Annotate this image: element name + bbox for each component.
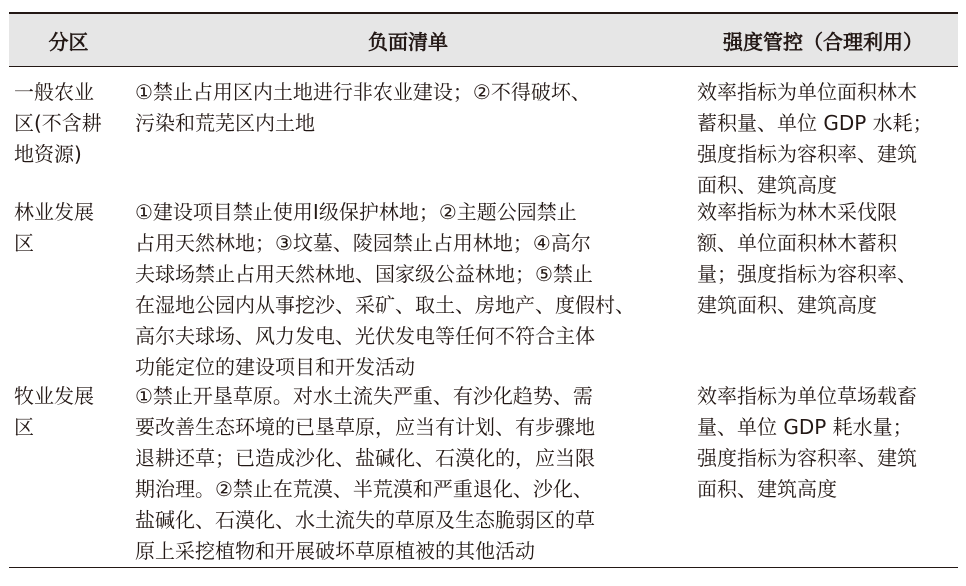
table-header-row (9, 14, 958, 66)
zone-line: 一般农业 (14, 80, 94, 104)
intensity-line: 效率指标为单位草场载畜 (697, 384, 917, 408)
zone-line: 区(不含耕 (14, 111, 102, 135)
intensity-line: 效率指标为林木采伐限 (697, 200, 897, 224)
zone-line: 区 (14, 231, 34, 255)
negative-list-cell (128, 197, 688, 381)
negative-list-line: 退耕还草；已造成沙化、盐碱化、石漠化的，应当限 (135, 446, 595, 470)
negative-list-line: 期治理。②禁止在荒漠、半荒漠和严重退化、沙化、 (135, 477, 593, 501)
negative-list-line: 高尔夫球场、风力发电、光伏发电等任何不符合主体 (135, 324, 595, 348)
negative-list-line: ①禁止开垦草原。对水土流失严重、有沙化趋势、需 (135, 384, 593, 408)
negative-list-line: ①建设项目禁止使用Ⅰ级保护林地；②主题公园禁止 (135, 200, 577, 224)
zone-line: 地资源) (14, 142, 82, 166)
intensity-line: 面积、建筑高度 (697, 477, 837, 501)
negative-list-cell (128, 77, 688, 197)
zone-line: 区 (14, 415, 34, 439)
negative-list-line: 盐碱化、石漠化、水土流失的草原及生态脆弱区的草 (135, 508, 595, 532)
header-zone: 分区 (48, 29, 89, 54)
zone-cell (9, 381, 128, 567)
zone-line: 林业发展 (14, 200, 94, 224)
header-negative-list: 负面清单 (368, 29, 448, 54)
negative-list-line: 功能定位的建设项目和开发活动 (135, 355, 415, 379)
intensity-cell (688, 197, 958, 381)
intensity-line: 效率指标为单位面积林木 (697, 80, 917, 104)
zone-line: 牧业发展 (14, 384, 94, 408)
intensity-line: 建筑面积、建筑高度 (697, 293, 877, 317)
negative-list-line: 原上采挖植物和开展破坏草原植被的其他活动 (135, 539, 535, 563)
zoning-table (9, 12, 958, 568)
intensity-cell (688, 77, 958, 197)
intensity-line: 强度指标为容积率、建筑 (697, 142, 917, 166)
intensity-line: 额、单位面积林木蓄积 (697, 231, 897, 255)
negative-list-line: 要改善生态环境的已垦草原，应当有计划、有步骤地 (135, 415, 595, 439)
intensity-line: 蓄积量、单位 GDP 水耗； (697, 111, 933, 135)
zone-cell (9, 77, 128, 197)
table-bottom-rule (9, 567, 958, 568)
intensity-line: 面积、建筑高度 (697, 173, 837, 197)
negative-list-cell (128, 381, 688, 567)
negative-list-line: ①禁止占用区内土地进行非农业建设；②不得破坏、 (135, 80, 591, 104)
table-row (9, 381, 958, 567)
negative-list-line: 夫球场禁止占用天然林地、国家级公益林地；⑤禁止 (135, 262, 593, 286)
negative-list-line: 污染和荒芜区内土地 (135, 111, 315, 135)
header-intensity-control: 强度管控（合理利用） (723, 29, 923, 54)
table-row (9, 197, 958, 381)
negative-list-line: 占用天然林地；③坟墓、陵园禁止占用林地；④高尔 (135, 231, 591, 255)
intensity-line: 强度指标为容积率、建筑 (697, 446, 917, 470)
zone-cell (9, 197, 128, 381)
table-row (9, 67, 958, 197)
negative-list-line: 在湿地公园内从事挖沙、采矿、取土、房地产、度假村、 (135, 293, 635, 317)
intensity-line: 量、单位 GDP 耗水量； (697, 415, 913, 439)
intensity-line: 量；强度指标为容积率、 (697, 262, 917, 286)
intensity-cell (688, 381, 958, 567)
